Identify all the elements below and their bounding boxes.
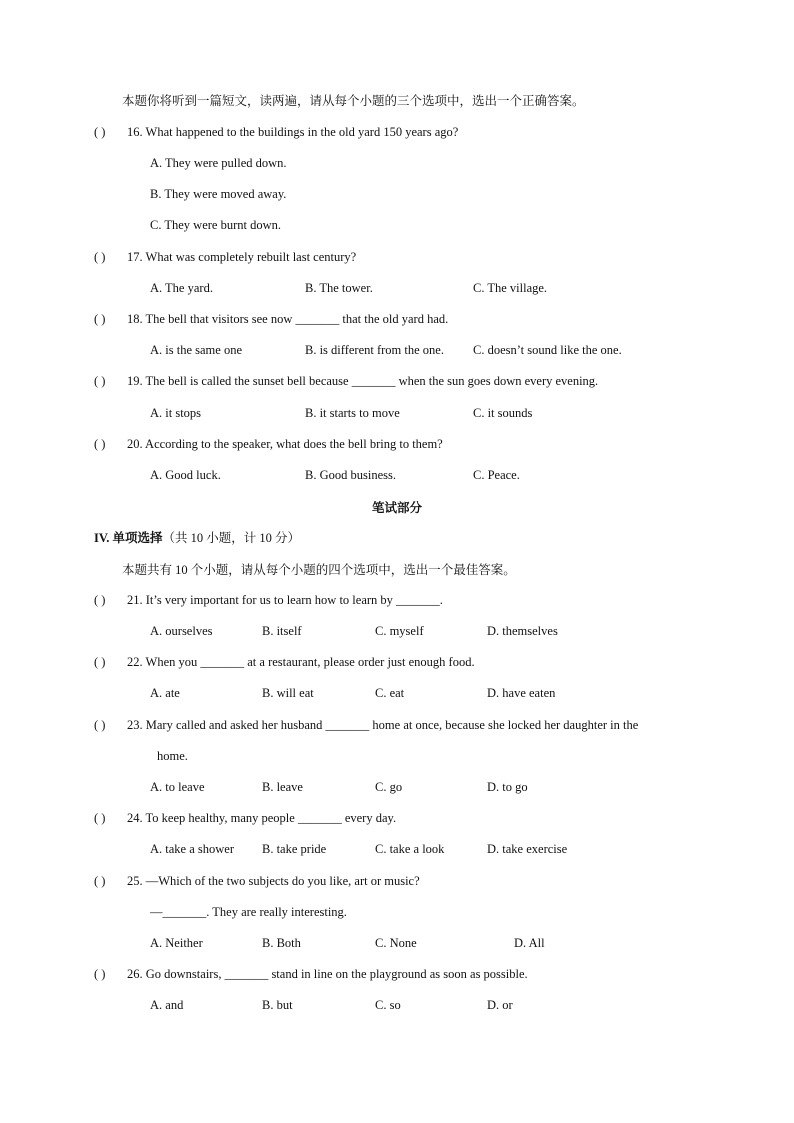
option-b: B. but <box>262 998 293 1012</box>
answer-blank[interactable]: ( ) <box>94 967 106 981</box>
option-a: A. Neither <box>150 936 203 950</box>
option-c: C. doesn’t sound like the one. <box>473 343 622 357</box>
option-a: A. is the same one <box>150 343 242 357</box>
section-note: （共 10 小题，计 10 分） <box>162 531 301 545</box>
answer-blank[interactable]: ( ) <box>94 374 106 388</box>
section-instructions: 本题共有 10 个小题，请从每个小题的四个选项中，选出一个最佳答案。 <box>122 563 516 577</box>
option-d: D. take exercise <box>487 842 568 856</box>
question-text: 19. The bell is called the sunset bell because _______ when the sun goes down every evening. <box>127 374 599 388</box>
option-b: B. will eat <box>262 686 314 700</box>
option-a: A. ate <box>150 686 180 700</box>
section-header <box>94 530 300 546</box>
option-b: B. The tower. <box>305 281 373 295</box>
option-a: A. The yard. <box>150 281 213 295</box>
question-text: 25. —Which of the two subjects do you like, art or music? <box>127 874 420 888</box>
option-d: D. themselves <box>487 624 558 638</box>
question-text-continued: —_______. They are really interesting. <box>150 905 347 919</box>
option-c: C. myself <box>375 624 424 638</box>
option-d: D. All <box>514 936 545 950</box>
option-c: C. so <box>375 998 401 1012</box>
option-a: A. to leave <box>150 780 205 794</box>
option-b: B. Good business. <box>305 468 396 482</box>
section-label: IV. 单项选择 <box>94 531 163 545</box>
listening-instructions: 本题你将听到一篇短文，读两遍，请从每个小题的三个选项中，选出一个正确答案。 <box>122 94 585 108</box>
option-c: C. The village. <box>473 281 548 295</box>
option-a: A. Good luck. <box>150 468 221 482</box>
option-c: C. None <box>375 936 417 950</box>
question-text-continued: home. <box>157 749 188 763</box>
question-text: 20. According to the speaker, what does the bell bring to them? <box>127 437 443 451</box>
question-text: 26. Go downstairs, _______ stand in line on the playground as soon as possible. <box>127 967 528 981</box>
answer-blank[interactable]: ( ) <box>94 655 106 669</box>
option-a: A. ourselves <box>150 624 213 638</box>
option-c: C. Peace. <box>473 468 520 482</box>
option-b: B. Both <box>262 936 301 950</box>
answer-blank[interactable]: ( ) <box>94 593 106 607</box>
answer-blank[interactable]: ( ) <box>94 811 106 825</box>
answer-blank[interactable]: ( ) <box>94 437 106 451</box>
option-c: C. go <box>375 780 403 794</box>
question-text: 24. To keep healthy, many people _______ every day. <box>127 811 397 825</box>
option-b: B. itself <box>262 624 302 638</box>
answer-blank[interactable]: ( ) <box>94 125 106 139</box>
option-a: A. it stops <box>150 406 202 420</box>
option-b: B. They were moved away. <box>150 187 287 201</box>
answer-blank[interactable]: ( ) <box>94 718 106 732</box>
option-d: D. have eaten <box>487 686 556 700</box>
option-d: D. or <box>487 998 513 1012</box>
option-c: C. eat <box>375 686 405 700</box>
answer-blank[interactable]: ( ) <box>94 874 106 888</box>
option-a: A. and <box>150 998 184 1012</box>
option-b: B. is different from the one. <box>305 343 444 357</box>
question-text: 22. When you _______ at a restaurant, please order just enough food. <box>127 655 475 669</box>
option-a: A. They were pulled down. <box>150 156 287 170</box>
question-text: 18. The bell that visitors see now _______ that the old yard had. <box>127 312 449 326</box>
option-b: B. it starts to move <box>305 406 400 420</box>
question-text: 23. Mary called and asked her husband _______ home at once, because she locked her daughter in the <box>127 718 639 732</box>
option-c: C. They were burnt down. <box>150 218 281 232</box>
option-b: B. take pride <box>262 842 327 856</box>
section-title: 笔试部分 <box>371 501 422 515</box>
answer-blank[interactable]: ( ) <box>94 312 106 326</box>
option-b: B. leave <box>262 780 303 794</box>
question-text: 21. It’s very important for us to learn how to learn by _______. <box>127 593 443 607</box>
option-d: D. to go <box>487 780 528 794</box>
question-text: 17. What was completely rebuilt last century? <box>127 250 357 264</box>
question-text: 16. What happened to the buildings in the old yard 150 years ago? <box>127 125 459 139</box>
option-c: C. it sounds <box>473 406 533 420</box>
option-c: C. take a look <box>375 842 445 856</box>
answer-blank[interactable]: ( ) <box>94 250 106 264</box>
option-a: A. take a shower <box>150 842 234 856</box>
